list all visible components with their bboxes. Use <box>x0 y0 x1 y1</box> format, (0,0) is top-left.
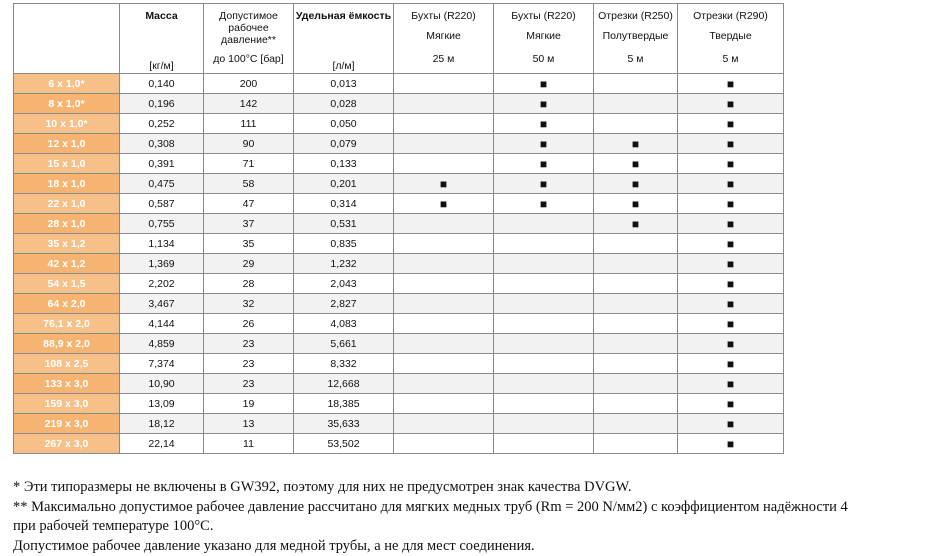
mass-cell: 13,09 <box>120 394 204 414</box>
size-cell: 18 x 1,0 <box>14 174 120 194</box>
table-row <box>14 94 784 114</box>
cut-r290-mark: ■ <box>678 214 784 234</box>
capacity-cell: 0,835 <box>294 234 394 254</box>
coil-r220-25m-mark <box>394 274 494 294</box>
cut-r250-mark <box>594 394 678 414</box>
cut-r290-mark: ■ <box>678 374 784 394</box>
mass-cell: 0,196 <box>120 94 204 114</box>
cut-r290-mark: ■ <box>678 434 784 454</box>
table-row <box>14 414 784 434</box>
size-cell: 35 x 1,2 <box>14 234 120 254</box>
cut-r290-mark: ■ <box>678 414 784 434</box>
pressure-cell: 200 <box>204 74 294 94</box>
size-cell: 8 x 1,0* <box>14 94 120 114</box>
header-cut-r290: Отрезки (R290) Твердые 5 м <box>678 4 784 74</box>
coil-r220-50m-mark: ■ <box>494 194 594 214</box>
capacity-cell: 0,201 <box>294 174 394 194</box>
coil-r220-25m-mark <box>394 234 494 254</box>
mass-cell: 3,467 <box>120 294 204 314</box>
cut-r290-mark: ■ <box>678 294 784 314</box>
mass-cell: 4,859 <box>120 334 204 354</box>
size-cell: 76,1 x 2,0 <box>14 314 120 334</box>
cut-r290-mark: ■ <box>678 274 784 294</box>
mass-cell: 4,144 <box>120 314 204 334</box>
pressure-cell: 13 <box>204 414 294 434</box>
coil-r220-50m-mark <box>494 354 594 374</box>
table-row <box>14 314 784 334</box>
cut-r250-mark <box>594 294 678 314</box>
coil-r220-50m-mark <box>494 374 594 394</box>
cut-r250-mark <box>594 274 678 294</box>
cut-r250-mark <box>594 334 678 354</box>
cut-r290-mark: ■ <box>678 134 784 154</box>
capacity-cell: 0,531 <box>294 214 394 234</box>
table-row <box>14 354 784 374</box>
cut-r290-mark: ■ <box>678 314 784 334</box>
coil-r220-25m-mark <box>394 334 494 354</box>
cut-r290-mark: ■ <box>678 394 784 414</box>
capacity-cell: 2,043 <box>294 274 394 294</box>
cut-r250-mark <box>594 434 678 454</box>
pressure-cell: 23 <box>204 354 294 374</box>
copper-pipe-spec-table <box>13 3 784 454</box>
capacity-cell: 0,314 <box>294 194 394 214</box>
cut-r250-mark <box>594 234 678 254</box>
capacity-cell: 0,079 <box>294 134 394 154</box>
coil-r220-25m-mark <box>394 354 494 374</box>
cut-r250-mark: ■ <box>594 194 678 214</box>
footnote-pressure: ** Максимально допустимое рабочее давление рассчитано для мягких медных труб (Rm = 200 N/мм2) с коэффициентом надёжности 4 <box>13 498 848 518</box>
size-cell: 133 x 3,0 <box>14 374 120 394</box>
coil-r220-50m-mark <box>494 334 594 354</box>
table-row <box>14 374 784 394</box>
cut-r290-mark: ■ <box>678 254 784 274</box>
size-cell: 159 x 3,0 <box>14 394 120 414</box>
table-body <box>14 74 784 454</box>
coil-r220-25m-mark: ■ <box>394 194 494 214</box>
header-capacity: Удельная ёмкость [л/м] <box>294 4 394 74</box>
capacity-cell: 1,232 <box>294 254 394 274</box>
coil-r220-25m-mark <box>394 114 494 134</box>
coil-r220-25m-mark <box>394 434 494 454</box>
cut-r290-mark: ■ <box>678 194 784 214</box>
mass-cell: 0,587 <box>120 194 204 214</box>
pressure-cell: 11 <box>204 434 294 454</box>
size-cell: 10 x 1,0* <box>14 114 120 134</box>
table-row <box>14 334 784 354</box>
pressure-cell: 35 <box>204 234 294 254</box>
cut-r250-mark: ■ <box>594 174 678 194</box>
coil-r220-50m-mark: ■ <box>494 134 594 154</box>
pressure-cell: 23 <box>204 374 294 394</box>
coil-r220-25m-mark <box>394 94 494 114</box>
coil-r220-50m-mark: ■ <box>494 114 594 134</box>
footnote-pressure-cont: при рабочей температуре 100°С. <box>13 517 848 537</box>
cut-r290-mark: ■ <box>678 354 784 374</box>
size-cell: 15 x 1,0 <box>14 154 120 174</box>
pressure-cell: 32 <box>204 294 294 314</box>
mass-cell: 1,134 <box>120 234 204 254</box>
cut-r250-mark <box>594 314 678 334</box>
cut-r250-mark <box>594 74 678 94</box>
cut-r250-mark <box>594 94 678 114</box>
table-row <box>14 134 784 154</box>
table-row <box>14 434 784 454</box>
cut-r250-mark <box>594 254 678 274</box>
mass-cell: 2,202 <box>120 274 204 294</box>
footnote-joints: Допустимое рабочее давление указано для медной трубы, а не для мест соединения. <box>13 537 848 556</box>
capacity-cell: 35,633 <box>294 414 394 434</box>
pressure-cell: 71 <box>204 154 294 174</box>
mass-cell: 18,12 <box>120 414 204 434</box>
pressure-cell: 47 <box>204 194 294 214</box>
cut-r290-mark: ■ <box>678 154 784 174</box>
coil-r220-25m-mark <box>394 154 494 174</box>
coil-r220-50m-mark <box>494 414 594 434</box>
coil-r220-25m-mark <box>394 374 494 394</box>
table-row <box>14 274 784 294</box>
capacity-cell: 0,050 <box>294 114 394 134</box>
coil-r220-50m-mark <box>494 294 594 314</box>
capacity-cell: 2,827 <box>294 294 394 314</box>
cut-r290-mark: ■ <box>678 74 784 94</box>
mass-cell: 0,391 <box>120 154 204 174</box>
coil-r220-25m-mark <box>394 214 494 234</box>
capacity-cell: 53,502 <box>294 434 394 454</box>
cut-r290-mark: ■ <box>678 174 784 194</box>
capacity-cell: 12,668 <box>294 374 394 394</box>
header-cut-r250: Отрезки (R250) Полутвердые 5 м <box>594 4 678 74</box>
coil-r220-50m-mark <box>494 274 594 294</box>
size-cell: 64 x 2,0 <box>14 294 120 314</box>
table-row <box>14 234 784 254</box>
cut-r250-mark <box>594 354 678 374</box>
cut-r290-mark: ■ <box>678 94 784 114</box>
coil-r220-50m-mark: ■ <box>494 74 594 94</box>
table-row <box>14 74 784 94</box>
coil-r220-25m-mark <box>394 394 494 414</box>
capacity-cell: 18,385 <box>294 394 394 414</box>
coil-r220-25m-mark <box>394 134 494 154</box>
footnote-dvgw: * Эти типоразмеры не включены в GW392, поэтому для них не предусмотрен знак качества DVGW. <box>13 478 848 498</box>
header-coil-r220-50m: Бухты (R220) Мягкие 50 м <box>494 4 594 74</box>
mass-cell: 10,90 <box>120 374 204 394</box>
capacity-cell: 0,133 <box>294 154 394 174</box>
size-cell: 28 x 1,0 <box>14 214 120 234</box>
mass-cell: 0,308 <box>120 134 204 154</box>
pressure-cell: 26 <box>204 314 294 334</box>
header-diameter: Наружный диаметр x Толщина стенки d x s [мм] <box>14 4 120 74</box>
mass-cell: 22,14 <box>120 434 204 454</box>
table-row <box>14 394 784 414</box>
cut-r250-mark: ■ <box>594 214 678 234</box>
cut-r250-mark: ■ <box>594 154 678 174</box>
coil-r220-50m-mark: ■ <box>494 174 594 194</box>
coil-r220-50m-mark: ■ <box>494 94 594 114</box>
coil-r220-25m-mark: ■ <box>394 174 494 194</box>
mass-cell: 0,755 <box>120 214 204 234</box>
coil-r220-25m-mark <box>394 74 494 94</box>
size-cell: 267 x 3,0 <box>14 434 120 454</box>
pressure-cell: 37 <box>204 214 294 234</box>
size-cell: 12 x 1,0 <box>14 134 120 154</box>
size-cell: 42 x 1,2 <box>14 254 120 274</box>
size-cell: 22 x 1,0 <box>14 194 120 214</box>
capacity-cell: 5,661 <box>294 334 394 354</box>
pressure-cell: 19 <box>204 394 294 414</box>
cut-r250-mark <box>594 114 678 134</box>
header-pressure: Допустимое рабочее давление** до 100°С [бар] <box>204 4 294 74</box>
capacity-cell: 0,028 <box>294 94 394 114</box>
cut-r290-mark: ■ <box>678 234 784 254</box>
capacity-cell: 4,083 <box>294 314 394 334</box>
size-cell: 54 x 1,5 <box>14 274 120 294</box>
size-cell: 219 x 3,0 <box>14 414 120 434</box>
header-mass: Масса [кг/м] <box>120 4 204 74</box>
cut-r250-mark: ■ <box>594 134 678 154</box>
table-row <box>14 254 784 274</box>
coil-r220-50m-mark <box>494 314 594 334</box>
pressure-cell: 28 <box>204 274 294 294</box>
pressure-cell: 90 <box>204 134 294 154</box>
coil-r220-50m-mark <box>494 434 594 454</box>
table-row <box>14 174 784 194</box>
cut-r290-mark: ■ <box>678 334 784 354</box>
table-row <box>14 114 784 134</box>
coil-r220-50m-mark <box>494 254 594 274</box>
cut-r250-mark <box>594 374 678 394</box>
pressure-cell: 142 <box>204 94 294 114</box>
pressure-cell: 58 <box>204 174 294 194</box>
cut-r250-mark <box>594 414 678 434</box>
coil-r220-50m-mark <box>494 234 594 254</box>
table-row <box>14 214 784 234</box>
table-row <box>14 294 784 314</box>
table-row <box>14 154 784 174</box>
mass-cell: 1,369 <box>120 254 204 274</box>
coil-r220-50m-mark <box>494 394 594 414</box>
header-coil-r220-25m: Бухты (R220) Мягкие 25 м <box>394 4 494 74</box>
mass-cell: 7,374 <box>120 354 204 374</box>
coil-r220-25m-mark <box>394 294 494 314</box>
footnotes <box>13 478 848 556</box>
coil-r220-50m-mark <box>494 214 594 234</box>
size-cell: 108 x 2,5 <box>14 354 120 374</box>
mass-cell: 0,475 <box>120 174 204 194</box>
coil-r220-25m-mark <box>394 254 494 274</box>
size-cell: 88,9 x 2,0 <box>14 334 120 354</box>
pressure-cell: 23 <box>204 334 294 354</box>
coil-r220-25m-mark <box>394 314 494 334</box>
size-cell: 6 x 1,0* <box>14 74 120 94</box>
coil-r220-50m-mark: ■ <box>494 154 594 174</box>
pressure-cell: 29 <box>204 254 294 274</box>
mass-cell: 0,140 <box>120 74 204 94</box>
capacity-cell: 0,013 <box>294 74 394 94</box>
capacity-cell: 8,332 <box>294 354 394 374</box>
cut-r290-mark: ■ <box>678 114 784 134</box>
coil-r220-25m-mark <box>394 414 494 434</box>
pressure-cell: 111 <box>204 114 294 134</box>
table-row <box>14 194 784 214</box>
mass-cell: 0,252 <box>120 114 204 134</box>
